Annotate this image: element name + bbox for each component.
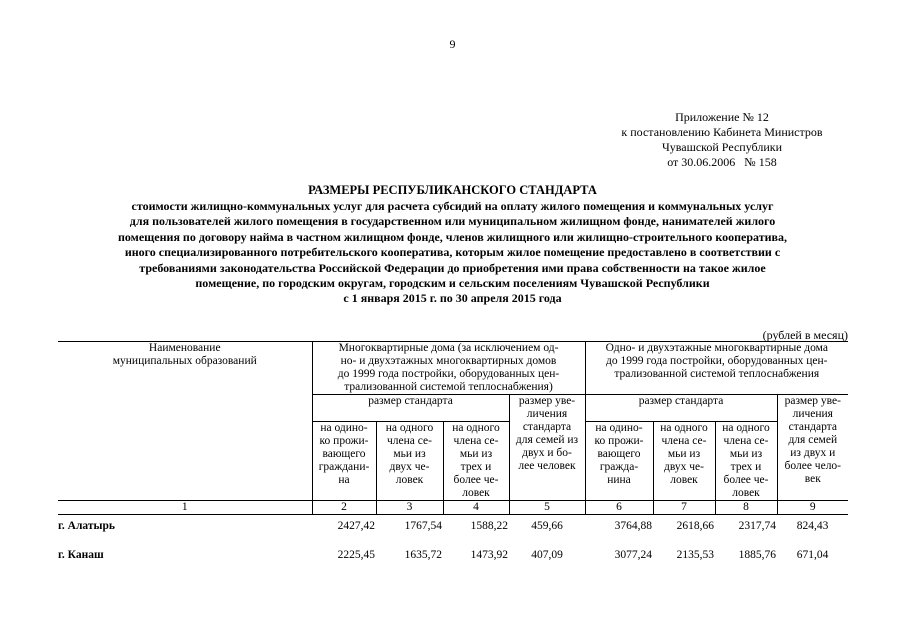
header-increase-detail-g1: стандарта для семей из двух и бо- лее человек <box>509 421 585 500</box>
value-cell: 407,09 <box>531 548 563 561</box>
column-number: 8 <box>715 500 777 514</box>
header-increase-g1: размер уве- личения <box>509 395 585 422</box>
header-single-g2: на одино- ко прожи- вающего гражда- нина <box>585 421 653 500</box>
column-number: 9 <box>777 500 848 514</box>
units-label: (рублей в месяц) <box>762 328 848 342</box>
subtitle-line: с 1 января 2015 г. по 30 апреля 2015 года <box>343 291 562 306</box>
value-cell: 2317,74 <box>738 519 776 532</box>
column-number: 6 <box>585 500 653 514</box>
value-cell: 3764,88 <box>614 519 652 532</box>
subtitle-line: помещение, по городским округам, городским и сельским поселениям Чувашской Республики <box>195 276 710 291</box>
value-cell: 671,04 <box>796 548 829 561</box>
header-two-g1: на одного члена се- мьи из двух че- ловек <box>376 421 443 500</box>
column-number: 5 <box>509 500 585 514</box>
header-standard-size-g1: размер стандарта <box>312 395 509 422</box>
standards-table <box>58 341 848 562</box>
column-number: 4 <box>443 500 509 514</box>
value-cell: 1885,76 <box>738 548 776 561</box>
municipality-name: г. Канаш <box>58 548 104 561</box>
column-number: 7 <box>653 500 715 514</box>
column-number: 3 <box>376 500 443 514</box>
header-increase-g2: размер уве- личения <box>784 395 841 420</box>
appendix-block <box>597 110 847 170</box>
appendix-line-2: к постановлению Кабинета Министров <box>621 125 823 139</box>
subtitle-line: требованиями законодательства Российской Федерации до приобретения ими права собственности на такое жилое <box>139 260 766 275</box>
header-group-multistorey: Многоквартирные дома (за исключением од- но- и двухэтажных многоквартирных домов до 1999 года постройки, оборудованных цен- трализованной системой теплоснабжения) <box>312 342 585 395</box>
table-row <box>58 533 848 562</box>
value-cell: 2135,53 <box>676 548 714 561</box>
page-number: 9 <box>449 37 456 51</box>
municipality-name: г. Алатырь <box>58 519 115 532</box>
header-single-g1: на одино- ко прожи- вающего граждани- на <box>312 421 376 500</box>
header-group-lowrise: Одно- и двухэтажные многоквартирные дома до 1999 года постройки, оборудованных цен- трализованной системой теплоснабжения <box>585 342 848 395</box>
value-cell: 3077,24 <box>614 548 652 561</box>
header-municipality: Наименование муниципальных образований <box>58 342 312 501</box>
document-title: РАЗМЕРЫ РЕСПУБЛИКАНСКОГО СТАНДАРТА <box>308 183 597 197</box>
column-number: 2 <box>312 500 376 514</box>
appendix-line-1: Приложение № 12 <box>675 110 769 124</box>
header-two-g2: на одного члена се- мьи из двух че- ловек <box>653 421 715 500</box>
value-cell: 2618,66 <box>676 519 714 532</box>
value-cell: 1635,72 <box>404 548 442 561</box>
header-standard-size-g2: размер стандарта <box>585 395 777 422</box>
value-cell: 1473,92 <box>470 548 508 561</box>
table-row <box>58 514 848 533</box>
value-cell: 824,43 <box>796 519 829 532</box>
subtitle-line: иного специализированного потребительского кооператива, которым жилое помещение предоставлено в соответствии с <box>124 245 781 260</box>
subtitle-line: для пользователей жилого помещения в государственном или муниципальном жилищном фонде, нанимателей жилого <box>129 214 776 229</box>
value-cell: 1588,22 <box>470 519 508 532</box>
subtitle-line: стоимости жилищно-коммунальных услуг для расчета субсидий на оплату жилого помещения и коммунальных услуг <box>131 199 774 213</box>
subtitle-line: помещения по договору найма в частном жилищном фонде, членов жилищного или жилищно-строительного кооператива, <box>117 229 788 244</box>
header-increase-detail-g2: стандарта для семей из двух и более чело- век <box>784 421 842 485</box>
value-cell: 1767,54 <box>404 519 442 532</box>
column-number: 1 <box>58 500 312 514</box>
header-three-g1: на одного члена се- мьи из трех и более че- ловек <box>443 421 509 500</box>
appendix-line-3: Чувашской Республики <box>661 140 783 154</box>
appendix-line-4: от 30.06.2006 № 158 <box>667 155 777 169</box>
value-cell: 2225,45 <box>337 548 375 561</box>
document-subtitle <box>55 199 850 307</box>
header-three-g2: на одного члена се- мьи из трех и более че- ловек <box>715 421 777 500</box>
value-cell: 459,66 <box>531 519 563 532</box>
value-cell: 2427,42 <box>337 519 375 532</box>
